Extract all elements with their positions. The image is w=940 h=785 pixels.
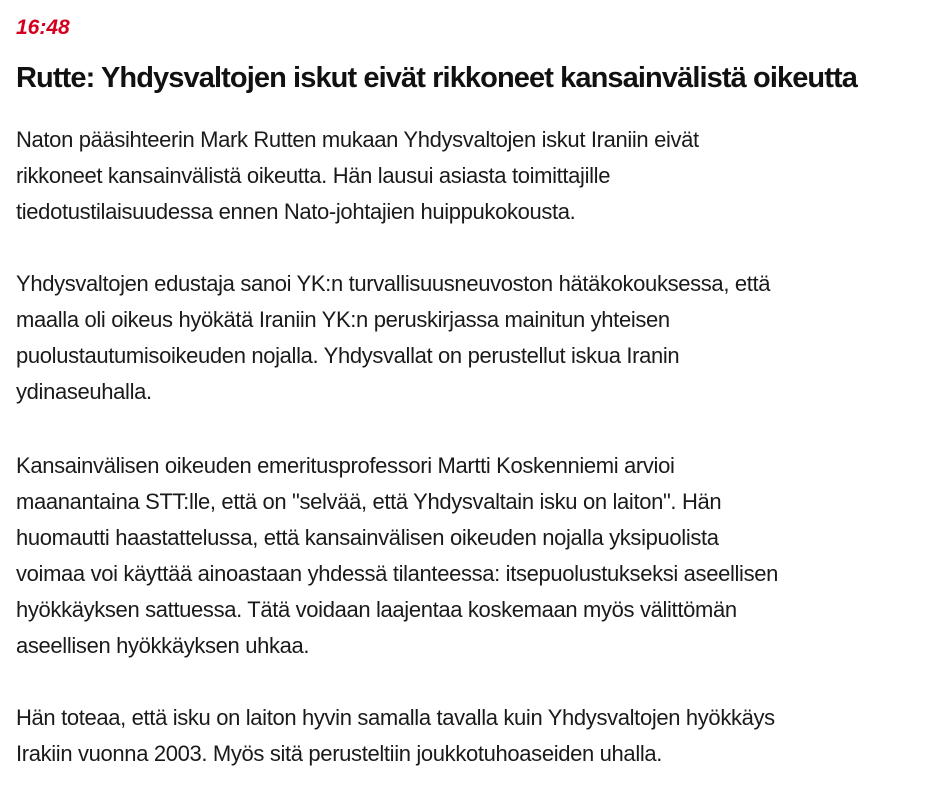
paragraph-line: puolustautumisoikeuden nojalla. Yhdysvallat on perustellut iskua Iranin [16,343,680,368]
paragraph-line: ydinaseuhalla. [16,379,152,404]
paragraph-line: maanantaina STT:lle, että on "selvää, että Yhdysvaltain isku on laiton". Hän [16,489,722,514]
paragraph-line: Kansainvälisen oikeuden emeritusprofessori Martti Koskenniemi arvioi [16,453,675,478]
paragraph-line: tiedotustilaisuudessa ennen Nato-johtajien huippukokousta. [16,199,576,224]
paragraph-line: maalla oli oikeus hyökätä Iraniin YK:n peruskirjassa mainitun yhteisen [16,307,670,332]
paragraph-line: aseellisen hyökkäyksen uhkaa. [16,633,310,658]
headline: Rutte: Yhdysvaltojen iskut eivät rikkoneet kansainvälistä oikeutta [16,62,857,94]
paragraph-line: rikkoneet kansainvälistä oikeutta. Hän lausui asiasta toimittajille [16,163,611,188]
paragraph-line: Yhdysvaltojen edustaja sanoi YK:n turvallisuusneuvoston hätäkokouksessa, että [16,271,771,296]
paragraph-line: hyökkäyksen sattuessa. Tätä voidaan laajentaa koskemaan myös välittömän [16,597,737,622]
paragraph-3 [16,448,924,664]
paragraph-4 [16,700,924,772]
paragraph-line: voimaa voi käyttää ainoastaan yhdessä tilanteessa: itsepuolustukseksi aseellisen [16,561,779,586]
paragraph-line: Irakiin vuonna 2003. Myös sitä perusteltiin joukkotuhoaseiden uhalla. [16,741,663,766]
timestamp: 16:48 [16,16,70,39]
paragraph-line: Hän toteaa, että isku on laiton hyvin samalla tavalla kuin Yhdysvaltojen hyökkäys [16,705,775,730]
paragraph-1 [16,122,924,230]
paragraph-line: Naton pääsihteerin Mark Rutten mukaan Yhdysvaltojen iskut Iraniin eivät [16,127,699,152]
paragraph-2 [16,266,924,410]
paragraph-line: huomautti haastattelussa, että kansainvälisen oikeuden nojalla yksipuolista [16,525,719,550]
